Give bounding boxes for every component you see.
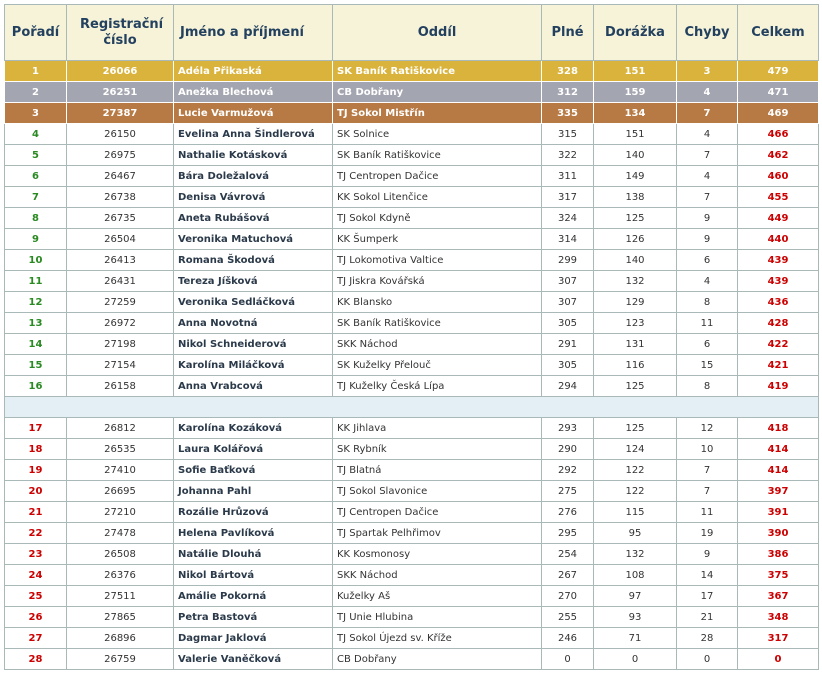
table-row [5, 460, 819, 481]
name-cell: Nikol Schneiderová [174, 334, 333, 355]
table-row [5, 355, 819, 376]
clear-cell: 140 [594, 145, 677, 166]
clear-cell: 71 [594, 628, 677, 649]
table-row [5, 250, 819, 271]
rank-cell: 26 [5, 607, 67, 628]
rank-cell: 28 [5, 649, 67, 670]
full-cell: 311 [542, 166, 594, 187]
full-cell: 276 [542, 502, 594, 523]
rank-cell: 7 [5, 187, 67, 208]
total-cell: 418 [738, 418, 819, 439]
table-row [5, 607, 819, 628]
table-row [5, 145, 819, 166]
total-cell: 466 [738, 124, 819, 145]
table-row [5, 187, 819, 208]
table-row [5, 292, 819, 313]
full-cell: 270 [542, 586, 594, 607]
errors-cell: 3 [677, 61, 738, 82]
registration-cell: 27154 [67, 355, 174, 376]
errors-cell: 6 [677, 250, 738, 271]
full-cell: 322 [542, 145, 594, 166]
name-cell: Adéla Přikaská [174, 61, 333, 82]
table-row [5, 82, 819, 103]
total-cell: 455 [738, 187, 819, 208]
registration-cell: 26759 [67, 649, 174, 670]
clear-cell: 132 [594, 271, 677, 292]
full-cell: 293 [542, 418, 594, 439]
errors-cell: 9 [677, 229, 738, 250]
name-cell: Amálie Pokorná [174, 586, 333, 607]
errors-cell: 7 [677, 145, 738, 166]
rank-cell: 15 [5, 355, 67, 376]
clear-cell: 140 [594, 250, 677, 271]
total-cell: 421 [738, 355, 819, 376]
rank-cell: 14 [5, 334, 67, 355]
total-cell: 414 [738, 439, 819, 460]
registration-cell: 26467 [67, 166, 174, 187]
errors-cell: 8 [677, 376, 738, 397]
clear-cell: 95 [594, 523, 677, 544]
registration-cell: 27511 [67, 586, 174, 607]
rank-cell: 23 [5, 544, 67, 565]
errors-cell: 17 [677, 586, 738, 607]
registration-cell: 26535 [67, 439, 174, 460]
total-cell: 414 [738, 460, 819, 481]
rank-cell: 9 [5, 229, 67, 250]
clear-cell: 151 [594, 61, 677, 82]
club-cell: TJ Blatná [333, 460, 542, 481]
club-cell: TJ Sokol Mistřín [333, 103, 542, 124]
table-row [5, 502, 819, 523]
total-cell: 386 [738, 544, 819, 565]
header-registration[interactable] [67, 5, 174, 61]
full-cell: 275 [542, 481, 594, 502]
full-cell: 317 [542, 187, 594, 208]
errors-cell: 7 [677, 103, 738, 124]
name-cell: Karolína Kozáková [174, 418, 333, 439]
rank-cell: 17 [5, 418, 67, 439]
errors-cell: 15 [677, 355, 738, 376]
total-cell: 460 [738, 166, 819, 187]
rank-cell: 11 [5, 271, 67, 292]
rank-cell: 3 [5, 103, 67, 124]
club-cell: SK Baník Ratiškovice [333, 61, 542, 82]
name-cell: Laura Kolářová [174, 439, 333, 460]
rank-cell: 16 [5, 376, 67, 397]
registration-cell: 27387 [67, 103, 174, 124]
club-cell: TJ Sokol Újezd sv. Kříže [333, 628, 542, 649]
total-cell: 479 [738, 61, 819, 82]
club-cell: CB Dobřany [333, 82, 542, 103]
total-cell: 367 [738, 586, 819, 607]
errors-cell: 14 [677, 565, 738, 586]
clear-cell: 115 [594, 502, 677, 523]
full-cell: 328 [542, 61, 594, 82]
full-cell: 254 [542, 544, 594, 565]
name-cell: Denisa Vávrová [174, 187, 333, 208]
rank-cell: 20 [5, 481, 67, 502]
registration-cell: 26972 [67, 313, 174, 334]
clear-cell: 159 [594, 82, 677, 103]
header-total[interactable]: Celkem [738, 5, 819, 61]
results-table-container [4, 4, 818, 670]
header-clear[interactable]: Dorážka [594, 5, 677, 61]
rank-cell: 12 [5, 292, 67, 313]
errors-cell: 12 [677, 418, 738, 439]
total-cell: 469 [738, 103, 819, 124]
errors-cell: 11 [677, 313, 738, 334]
clear-cell: 125 [594, 418, 677, 439]
table-row [5, 565, 819, 586]
errors-cell: 7 [677, 187, 738, 208]
name-cell: Bára Doležalová [174, 166, 333, 187]
clear-cell: 97 [594, 586, 677, 607]
club-cell: TJ Unie Hlubina [333, 607, 542, 628]
club-cell: KK Sokol Litenčice [333, 187, 542, 208]
rank-cell: 19 [5, 460, 67, 481]
name-cell: Sofie Baťková [174, 460, 333, 481]
full-cell: 307 [542, 271, 594, 292]
errors-cell: 4 [677, 82, 738, 103]
table-row [5, 523, 819, 544]
registration-cell: 27865 [67, 607, 174, 628]
table-row [5, 313, 819, 334]
club-cell: SK Baník Ratiškovice [333, 145, 542, 166]
club-cell: Kuželky Aš [333, 586, 542, 607]
rank-cell: 2 [5, 82, 67, 103]
total-cell: 419 [738, 376, 819, 397]
club-cell: KK Šumperk [333, 229, 542, 250]
total-cell: 462 [738, 145, 819, 166]
club-cell: SK Kuželky Přelouč [333, 355, 542, 376]
rank-cell: 10 [5, 250, 67, 271]
clear-cell: 122 [594, 460, 677, 481]
full-cell: 305 [542, 313, 594, 334]
errors-cell: 0 [677, 649, 738, 670]
club-cell: TJ Sokol Slavonice [333, 481, 542, 502]
rank-cell: 5 [5, 145, 67, 166]
full-cell: 335 [542, 103, 594, 124]
table-row [5, 61, 819, 82]
name-cell: Evelina Anna Šindlerová [174, 124, 333, 145]
errors-cell: 9 [677, 544, 738, 565]
club-cell: TJ Kuželky Česká Lípa [333, 376, 542, 397]
registration-cell: 26431 [67, 271, 174, 292]
errors-cell: 9 [677, 208, 738, 229]
total-cell: 317 [738, 628, 819, 649]
name-cell: Nathalie Kotásková [174, 145, 333, 166]
name-cell: Anežka Blechová [174, 82, 333, 103]
club-cell: TJ Lokomotiva Valtice [333, 250, 542, 271]
club-cell: KK Kosmonosy [333, 544, 542, 565]
table-row [5, 229, 819, 250]
name-cell: Romana Škodová [174, 250, 333, 271]
full-cell: 305 [542, 355, 594, 376]
total-cell: 422 [738, 334, 819, 355]
full-cell: 312 [542, 82, 594, 103]
table-row [5, 166, 819, 187]
header-rank[interactable]: Pořadí [5, 5, 67, 61]
full-cell: 315 [542, 124, 594, 145]
errors-cell: 10 [677, 439, 738, 460]
registration-cell: 26158 [67, 376, 174, 397]
clear-cell: 93 [594, 607, 677, 628]
full-cell: 290 [542, 439, 594, 460]
errors-cell: 11 [677, 502, 738, 523]
club-cell: TJ Sokol Kdyně [333, 208, 542, 229]
rank-cell: 13 [5, 313, 67, 334]
name-cell: Johanna Pahl [174, 481, 333, 502]
name-cell: Valerie Vaněčková [174, 649, 333, 670]
name-cell: Anna Vrabcová [174, 376, 333, 397]
table-row [5, 418, 819, 439]
table-row [5, 481, 819, 502]
total-cell: 440 [738, 229, 819, 250]
full-cell: 292 [542, 460, 594, 481]
table-row [5, 271, 819, 292]
name-cell: Tereza Jíšková [174, 271, 333, 292]
club-cell: SK Rybník [333, 439, 542, 460]
total-cell: 436 [738, 292, 819, 313]
name-cell: Veronika Matuchová [174, 229, 333, 250]
name-cell: Nikol Bártová [174, 565, 333, 586]
rank-cell: 18 [5, 439, 67, 460]
header-errors[interactable]: Chyby [677, 5, 738, 61]
header-name[interactable]: Jméno a příjmení [174, 5, 333, 61]
club-cell: TJ Centropen Dačice [333, 502, 542, 523]
total-cell: 391 [738, 502, 819, 523]
total-cell: 471 [738, 82, 819, 103]
club-cell: KK Jihlava [333, 418, 542, 439]
club-cell: TJ Spartak Pelhřimov [333, 523, 542, 544]
clear-cell: 129 [594, 292, 677, 313]
name-cell: Natálie Dlouhá [174, 544, 333, 565]
rank-cell: 1 [5, 61, 67, 82]
table-row [5, 124, 819, 145]
registration-cell: 26735 [67, 208, 174, 229]
table-row [5, 586, 819, 607]
total-cell: 428 [738, 313, 819, 334]
name-cell: Veronika Sedláčková [174, 292, 333, 313]
rank-cell: 8 [5, 208, 67, 229]
full-cell: 291 [542, 334, 594, 355]
registration-cell: 26812 [67, 418, 174, 439]
name-cell: Dagmar Jaklová [174, 628, 333, 649]
clear-cell: 138 [594, 187, 677, 208]
rank-cell: 24 [5, 565, 67, 586]
registration-cell: 27259 [67, 292, 174, 313]
full-cell: 307 [542, 292, 594, 313]
club-cell: SKK Náchod [333, 334, 542, 355]
table-row [5, 439, 819, 460]
total-cell: 439 [738, 271, 819, 292]
errors-cell: 4 [677, 271, 738, 292]
full-cell: 0 [542, 649, 594, 670]
registration-cell: 26251 [67, 82, 174, 103]
registration-cell: 27478 [67, 523, 174, 544]
header-row [5, 5, 819, 61]
name-cell: Lucie Varmužová [174, 103, 333, 124]
results-body [5, 61, 819, 670]
header-club[interactable]: Oddíl [333, 5, 542, 61]
errors-cell: 21 [677, 607, 738, 628]
clear-cell: 108 [594, 565, 677, 586]
errors-cell: 28 [677, 628, 738, 649]
clear-cell: 122 [594, 481, 677, 502]
clear-cell: 131 [594, 334, 677, 355]
total-cell: 390 [738, 523, 819, 544]
clear-cell: 123 [594, 313, 677, 334]
club-cell: TJ Jiskra Kovářská [333, 271, 542, 292]
table-row [5, 376, 819, 397]
clear-cell: 134 [594, 103, 677, 124]
errors-cell: 6 [677, 334, 738, 355]
table-row [5, 649, 819, 670]
registration-cell: 27198 [67, 334, 174, 355]
full-cell: 246 [542, 628, 594, 649]
rank-cell: 6 [5, 166, 67, 187]
table-row [5, 208, 819, 229]
name-cell: Helena Pavlíková [174, 523, 333, 544]
header-full[interactable]: Plné [542, 5, 594, 61]
total-cell: 375 [738, 565, 819, 586]
rank-cell: 22 [5, 523, 67, 544]
total-cell: 397 [738, 481, 819, 502]
rank-cell: 4 [5, 124, 67, 145]
club-cell: SKK Náchod [333, 565, 542, 586]
full-cell: 267 [542, 565, 594, 586]
name-cell: Anna Novotná [174, 313, 333, 334]
clear-cell: 125 [594, 376, 677, 397]
clear-cell: 126 [594, 229, 677, 250]
header-registration-label: Registrační číslo [80, 16, 164, 48]
total-cell: 348 [738, 607, 819, 628]
table-row [5, 103, 819, 124]
full-cell: 255 [542, 607, 594, 628]
rank-cell: 21 [5, 502, 67, 523]
errors-cell: 7 [677, 481, 738, 502]
total-cell: 439 [738, 250, 819, 271]
errors-cell: 7 [677, 460, 738, 481]
full-cell: 299 [542, 250, 594, 271]
clear-cell: 151 [594, 124, 677, 145]
table-row [5, 544, 819, 565]
registration-cell: 26066 [67, 61, 174, 82]
registration-cell: 27410 [67, 460, 174, 481]
errors-cell: 4 [677, 166, 738, 187]
clear-cell: 149 [594, 166, 677, 187]
registration-cell: 26975 [67, 145, 174, 166]
registration-cell: 26413 [67, 250, 174, 271]
registration-cell: 26150 [67, 124, 174, 145]
errors-cell: 8 [677, 292, 738, 313]
errors-cell: 4 [677, 124, 738, 145]
clear-cell: 0 [594, 649, 677, 670]
name-cell: Petra Bastová [174, 607, 333, 628]
name-cell: Karolína Miláčková [174, 355, 333, 376]
qualification-divider [5, 397, 819, 418]
table-row [5, 628, 819, 649]
registration-cell: 26695 [67, 481, 174, 502]
divider-cell [5, 397, 819, 418]
name-cell: Aneta Rubášová [174, 208, 333, 229]
registration-cell: 26738 [67, 187, 174, 208]
total-cell: 0 [738, 649, 819, 670]
clear-cell: 124 [594, 439, 677, 460]
registration-cell: 26508 [67, 544, 174, 565]
full-cell: 314 [542, 229, 594, 250]
club-cell: KK Blansko [333, 292, 542, 313]
club-cell: CB Dobřany [333, 649, 542, 670]
name-cell: Rozálie Hrůzová [174, 502, 333, 523]
registration-cell: 26376 [67, 565, 174, 586]
rank-cell: 27 [5, 628, 67, 649]
errors-cell: 19 [677, 523, 738, 544]
total-cell: 449 [738, 208, 819, 229]
results-table [4, 4, 819, 670]
rank-cell: 25 [5, 586, 67, 607]
clear-cell: 116 [594, 355, 677, 376]
registration-cell: 27210 [67, 502, 174, 523]
clear-cell: 125 [594, 208, 677, 229]
club-cell: SK Baník Ratiškovice [333, 313, 542, 334]
clear-cell: 132 [594, 544, 677, 565]
full-cell: 294 [542, 376, 594, 397]
full-cell: 295 [542, 523, 594, 544]
table-row [5, 334, 819, 355]
club-cell: TJ Centropen Dačice [333, 166, 542, 187]
full-cell: 324 [542, 208, 594, 229]
registration-cell: 26896 [67, 628, 174, 649]
registration-cell: 26504 [67, 229, 174, 250]
club-cell: SK Solnice [333, 124, 542, 145]
